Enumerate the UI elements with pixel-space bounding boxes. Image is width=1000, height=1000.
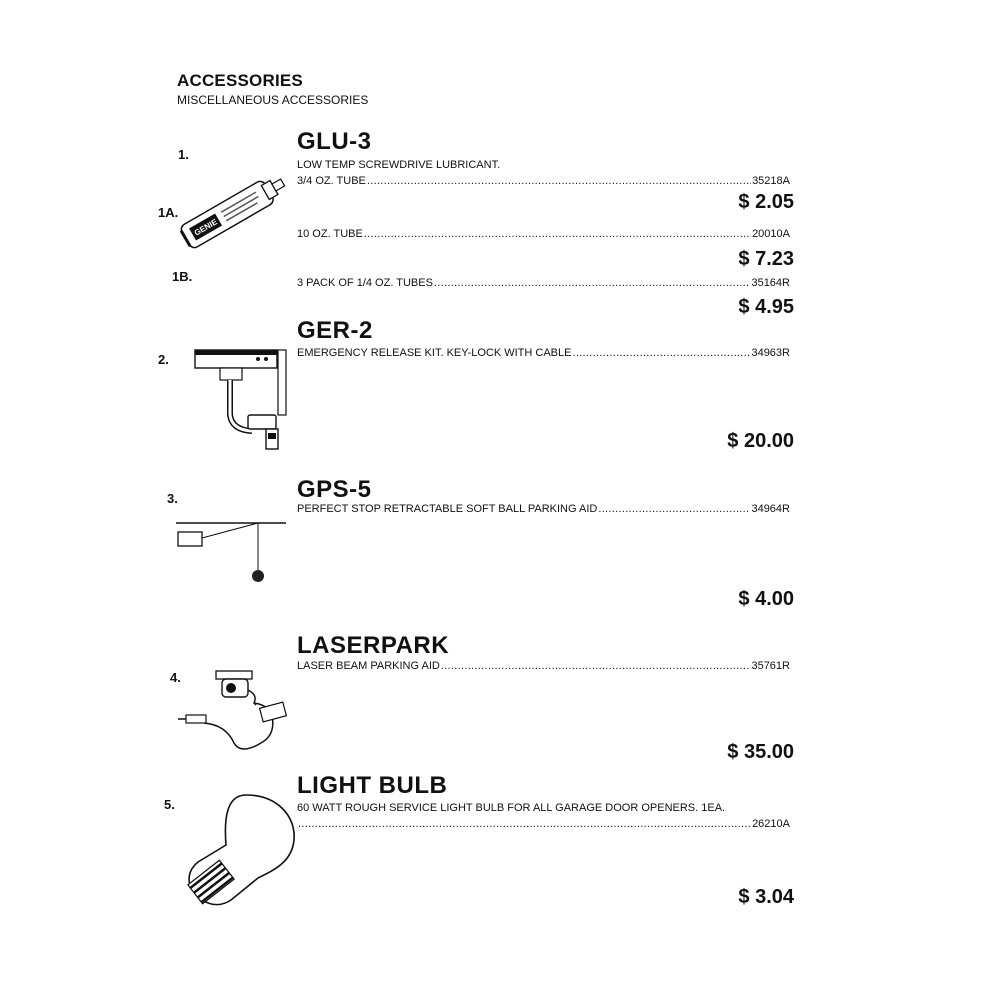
variant-label: PERFECT STOP RETRACTABLE SOFT BALL PARKING AID: [297, 503, 598, 515]
leader-dots: [572, 347, 750, 359]
light-bulb-illustration: [176, 790, 301, 910]
price: $ 20.00: [727, 430, 794, 452]
price: $ 4.95: [738, 296, 794, 318]
leader-dots: [364, 228, 751, 240]
item-number: 2.: [158, 352, 169, 367]
price-line: [297, 175, 790, 187]
product-name: GPS-5: [297, 476, 372, 503]
price: $ 35.00: [727, 741, 794, 763]
product-name: GER-2: [297, 317, 373, 344]
product-name: GLU-3: [297, 128, 372, 155]
price: $ 2.05: [738, 191, 794, 213]
item-number: 3.: [167, 491, 178, 506]
leader-dots: [367, 175, 751, 187]
variant-label: LASER BEAM PARKING AID: [297, 660, 440, 672]
lubricant-tube-illustration: [170, 155, 300, 265]
price-line: [297, 277, 790, 289]
part-number: 20010A: [752, 228, 790, 240]
page-subtitle: MISCELLANEOUS ACCESSORIES: [177, 93, 369, 107]
variant-label: 3/4 OZ. TUBE: [297, 175, 366, 187]
leader-dots: [434, 277, 751, 289]
leader-dots: [441, 660, 751, 672]
page-title: ACCESSORIES: [177, 71, 303, 90]
emergency-release-kit-illustration: [190, 345, 290, 455]
price-line: [297, 818, 790, 830]
item-number: 1A.: [158, 205, 179, 220]
laser-parking-aid-illustration: [176, 665, 296, 760]
leader-dots: [598, 503, 750, 515]
svg-text:GENIE: GENIE: [192, 217, 219, 238]
parking-aid-ball-illustration: [176, 518, 286, 588]
product-description: LOW TEMP SCREWDRIVE LUBRICANT.: [297, 159, 501, 171]
variant-label: 3 PACK OF 1/4 OZ. TUBES: [297, 277, 433, 289]
product-description: 60 WATT ROUGH SERVICE LIGHT BULB FOR ALL GARAGE DOOR OPENERS. 1EA.: [297, 802, 726, 814]
part-number: 26210A: [752, 818, 790, 830]
variant-label: EMERGENCY RELEASE KIT. KEY-LOCK WITH CABLE: [297, 347, 572, 359]
part-number: 34964R: [751, 503, 790, 515]
price: $ 3.04: [738, 886, 794, 908]
leader-dots: [298, 818, 751, 830]
part-number: 35761R: [751, 660, 790, 672]
price-line: [297, 503, 790, 515]
product-name: LASERPARK: [297, 632, 450, 659]
item-number: 5.: [164, 797, 175, 812]
part-number: 35164R: [751, 277, 790, 289]
price: $ 7.23: [738, 248, 794, 270]
price-line: [297, 228, 790, 240]
part-number: 34963R: [751, 347, 790, 359]
product-name: LIGHT BULB: [297, 772, 448, 799]
item-number: 4.: [170, 670, 181, 685]
price: $ 4.00: [738, 588, 794, 610]
price-line: [297, 347, 790, 359]
variant-label: 10 OZ. TUBE: [297, 228, 363, 240]
price-line: [297, 660, 790, 672]
item-number: 1B.: [172, 269, 193, 284]
item-number: 1.: [178, 147, 189, 162]
part-number: 35218A: [752, 175, 790, 187]
